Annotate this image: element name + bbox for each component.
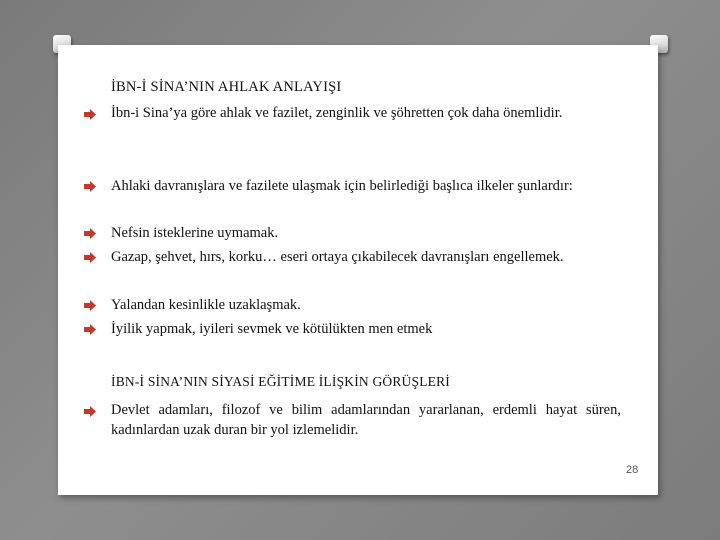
bullet-item: İbn-i Sina’ya göre ahlak ve fazilet, zenginlik ve şöhretten çok daha önemlidir. [111, 105, 563, 121]
bullet-item: Devlet adamları, filozof ve bilim adamlarından yararlanan, erdemli hayat süren, kadınlardan uzak duran bir yol izlemelidir. [111, 402, 621, 438]
arrow-right-icon [84, 109, 98, 120]
arrow-right-icon [84, 300, 98, 311]
arrow-right-icon [84, 228, 98, 239]
arrow-right-icon [84, 181, 98, 192]
bullet-item: Gazap, şehvet, hırs, korku… eseri ortaya çıkabilecek davranışları engellemek. [111, 249, 564, 265]
section-heading: İBN-İ SİNA’NIN SİYASİ EĞİTİME İLİŞKİN GÖRÜŞLERİ [111, 374, 450, 389]
bullet-item: İyilik yapmak, iyileri sevmek ve kötülükten men etmek [111, 321, 433, 337]
arrow-right-icon [84, 406, 98, 417]
bullet-item: Ahlaki davranışlara ve fazilete ulaşmak için belirlediği başlıca ilkeler şunlardır: [111, 178, 573, 194]
arrow-right-icon [84, 252, 98, 263]
slide-panel [58, 45, 658, 495]
section-heading: İBN-İ SİNA’NIN AHLAK ANLAYIŞI [111, 79, 342, 95]
page-number: 28 [626, 464, 639, 476]
bullet-item: Nefsin isteklerine uymamak. [111, 225, 279, 241]
bullet-item: Yalandan kesinlikle uzaklaşmak. [111, 297, 301, 313]
arrow-right-icon [84, 324, 98, 335]
